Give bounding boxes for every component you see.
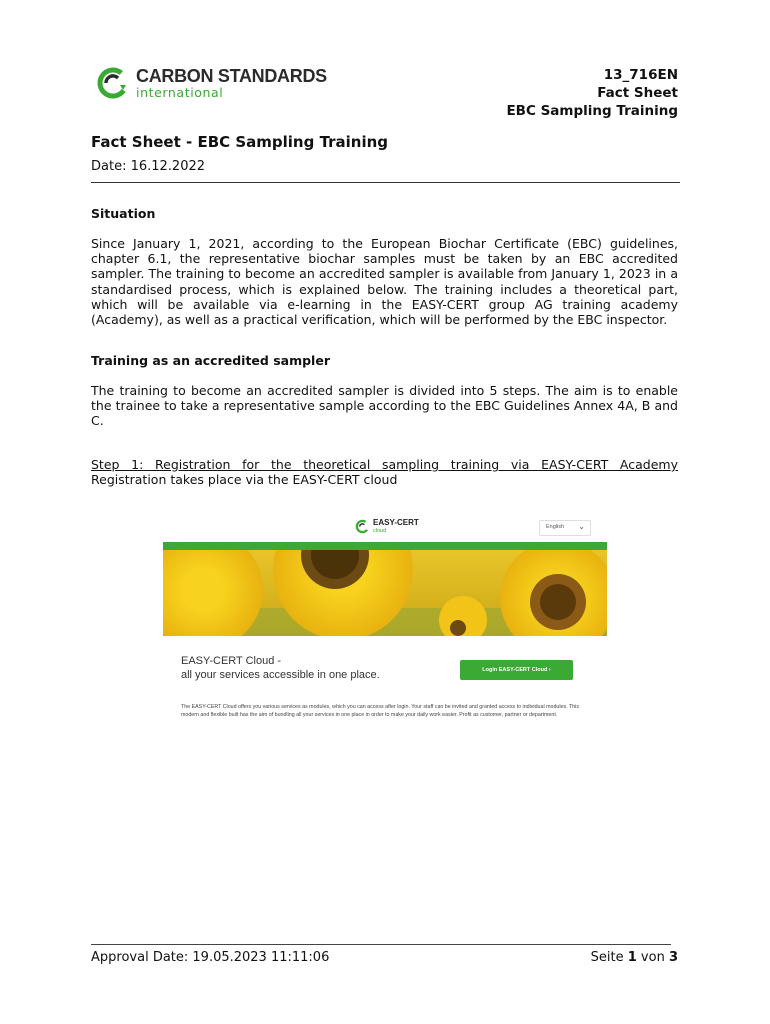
page-prefix: Seite <box>590 950 628 965</box>
document-date: Date: 16.12.2022 <box>91 159 206 174</box>
easy-cert-screenshot <box>163 510 607 736</box>
situation-paragraph: Since January 1, 2021, according to the European Biochar Certificate (EBC) guidelines, chapter 6.1, the representative biochar samples must be taken by an EBC accredited sampler. The training to become an accredited sampler is available from January 1, 2023 in a standardised process, which is explained below. The training includes a theoretical part, which will be available via e-learning in the EASY-CERT group AG training academy (Academy), as well as a practical verification, which will be performed by the EBC inspector. <box>91 236 678 328</box>
step-1-section <box>91 457 678 487</box>
page-number <box>591 950 678 965</box>
page-total: 3 <box>668 950 678 965</box>
page-title: Fact Sheet - EBC Sampling Training <box>91 133 389 151</box>
carbon-standards-logo-icon <box>96 66 130 100</box>
page-current: 1 <box>627 950 637 965</box>
page-mid: von <box>636 950 669 965</box>
step-1-title: Step 1: Registration for the theoretical sampling training via EASY-CERT Academy <box>91 457 678 472</box>
header-divider <box>91 182 680 183</box>
approval-date: Approval Date: 19.05.2023 11:11:06 <box>91 950 330 965</box>
screenshot-headline-1: EASY-CERT Cloud - <box>181 655 282 667</box>
screenshot-description: The EASY-CERT Cloud offers you various services as modules, which you can access after login. Your staff can be invited and granted access to individual modules. This modern and flexible built has the aim of bundling all your services in one place in order to make your daily work easier. Profit as customer, partner or department. <box>181 704 579 718</box>
doc-subject: EBC Sampling Training <box>506 103 678 119</box>
doc-number: 13_716EN <box>603 67 678 83</box>
language-value: English <box>546 524 565 530</box>
logo-wordmark: CARBON STANDARDS <box>136 66 327 86</box>
chevron-down-icon: ⌄ <box>578 522 585 531</box>
easy-cert-logo-icon <box>355 519 370 534</box>
login-easy-cert-button: Login EASY-CERT Cloud › <box>460 660 573 680</box>
footer-divider <box>91 944 671 945</box>
document-meta <box>506 66 678 120</box>
easy-cert-brand-sub: cloud <box>373 528 387 534</box>
screenshot-topbar <box>163 510 607 542</box>
screenshot-headline <box>181 654 380 682</box>
doc-type: Fact Sheet <box>597 85 678 101</box>
training-paragraph: The training to become an accredited sampler is divided into 5 steps. The aim is to enable the trainee to take a representative sample according to the EBC Guidelines Annex 4A, B and C. <box>91 383 678 429</box>
screenshot-headline-2: all your services accessible in one place. <box>181 669 380 681</box>
situation-heading: Situation <box>91 206 156 221</box>
company-logo <box>96 64 336 104</box>
green-band <box>163 542 607 550</box>
training-heading: Training as an accredited sampler <box>91 353 330 368</box>
sunflower-banner-image <box>163 550 607 636</box>
language-select <box>539 520 591 536</box>
step-1-text: Registration takes place via the EASY-CERT cloud <box>91 472 398 488</box>
easy-cert-brand: EASY-CERT <box>373 518 419 527</box>
logo-subtext: international <box>136 85 224 100</box>
